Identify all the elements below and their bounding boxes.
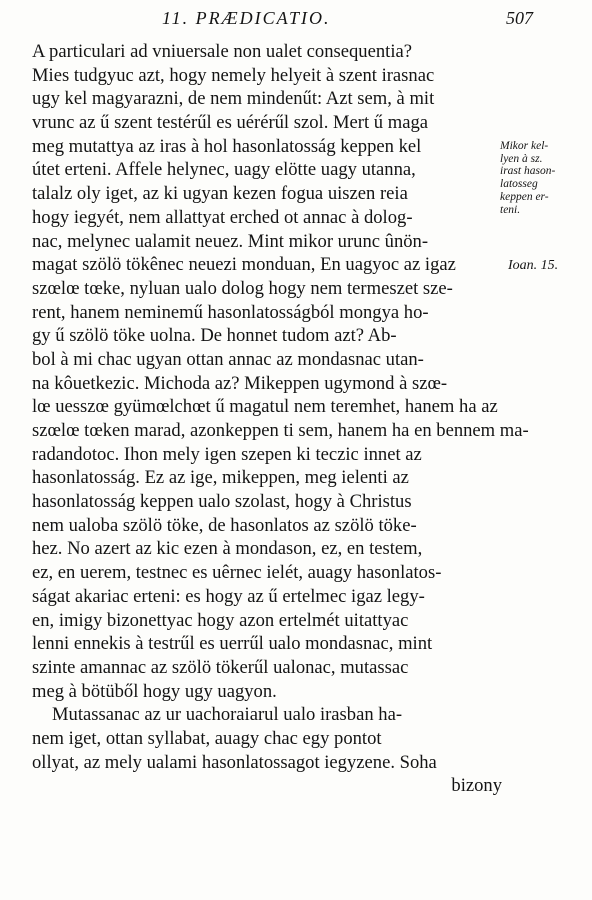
text-line: Mies tudgyuc azt, hogy nemely helyeit à szent irasnac [32, 64, 435, 86]
text-line: lœ uesszœ gyümœlchœt ű magatul nem teremhet, hanem ha az [32, 396, 498, 418]
margin-note-line: irast hason- [500, 165, 556, 178]
text-line: lenni ennekis à testrűl es uerrűl ualo mondasnac, mint [32, 633, 433, 655]
text-line: talalz oly iget, az ki ugyan kezen fogua uiszen reia [32, 183, 408, 205]
margin-note-line: Mikor kel- [500, 140, 549, 152]
text-line: útet erteni. Affele helynec, uagy elötte uagy utanna, [32, 159, 416, 181]
text-line: meg à bötüből hogy ugy uagyon. [32, 680, 277, 702]
text-line: hasonlatosság. Ez az ige, mikeppen, meg ielenti az [32, 467, 409, 489]
text-line: na kôuetkezic. Michoda az? Mikeppen ugymond à szœ- [32, 372, 448, 394]
text-line: magat szölö tökênec neuezi monduan, En uagyoc az igaz [32, 254, 456, 276]
margin-note-line: teni. [500, 203, 521, 216]
text-line: hogy iegyét, nem allattyat erched ot annac à dolog- [32, 206, 413, 228]
text-line: szœlœ tœke, nyluan ualo dolog hogy nem termeszet sze- [32, 277, 453, 299]
text-line: szœlœ tœken marad, azonkeppen ti sem, hanem ha en bennem ma- [32, 420, 529, 441]
text-line: hez. No azert az kic ezen à mondason, ez, en testem, [32, 538, 423, 560]
text-line: ollyat, az mely ualami hasonlatossagot iegyzene. Soha [32, 751, 437, 773]
running-header [0, 2, 592, 30]
text-line: nem iget, ottan syllabat, auagy chac egy pontot [32, 727, 382, 749]
text-line: nem ualoba szölö töke, de hasonlatos az szölö töke- [32, 514, 417, 536]
text-line: meg mutattya az iras à hol hasonlatosság keppen kel [32, 135, 422, 157]
text-line: hasonlatosság keppen ualo szolast, hogy à Christus [32, 491, 412, 513]
text-line: ez, en uerem, testnec es uêrnec ielét, auagy hasonlatos- [32, 562, 442, 584]
text-line: Mutassanac az ur uachoraiarul ualo irasban ha- [52, 704, 403, 726]
text-line: bol à mi chac ugyan ottan annac az mondasnac utan- [32, 348, 424, 370]
margin-notes [500, 140, 592, 216]
text-line: nac, melynec ualamit neuez. Mint mikor urunc ûnön- [32, 230, 429, 252]
text-line: gy ű szölö töke uolna. De honnet tudom azt? Ab- [32, 325, 397, 347]
text-line: A particulari ad vniuersale non ualet consequentia? [32, 41, 412, 62]
running-title: 11. PRÆDICATIO. [162, 8, 331, 28]
text-line: szinte amannac az szölö tökerűl ualonac, mutassac [32, 656, 409, 678]
text-line: rent, hanem neminemű hasonlatosságból mongya ho- [32, 301, 429, 323]
catchword: bizony [451, 775, 502, 797]
margin-note-line: lyen à sz. [500, 152, 543, 165]
scripture-reference: Ioan. 15. [508, 258, 559, 273]
text-line: vrunc az ű szent testérűl es uérérűl szol. Mert ű maga [32, 112, 428, 134]
text-line: en, imigy bizonettyac hogy azon ertelmét uitattyac [32, 609, 409, 631]
text-line: ugy kel magyarazni, de nem mindenűt: Azt sem, à mit [32, 88, 435, 110]
text-line: radandotoc. Ihon mely igen szepen ki teczic innet az [32, 443, 422, 465]
text-line: ságat akariac erteni: es hogy az ű ertelmec igaz legy- [32, 585, 425, 607]
page-number: 507 [506, 8, 533, 28]
margin-note-line: latosseg [500, 178, 538, 191]
margin-note-line: keppen er- [500, 190, 549, 203]
